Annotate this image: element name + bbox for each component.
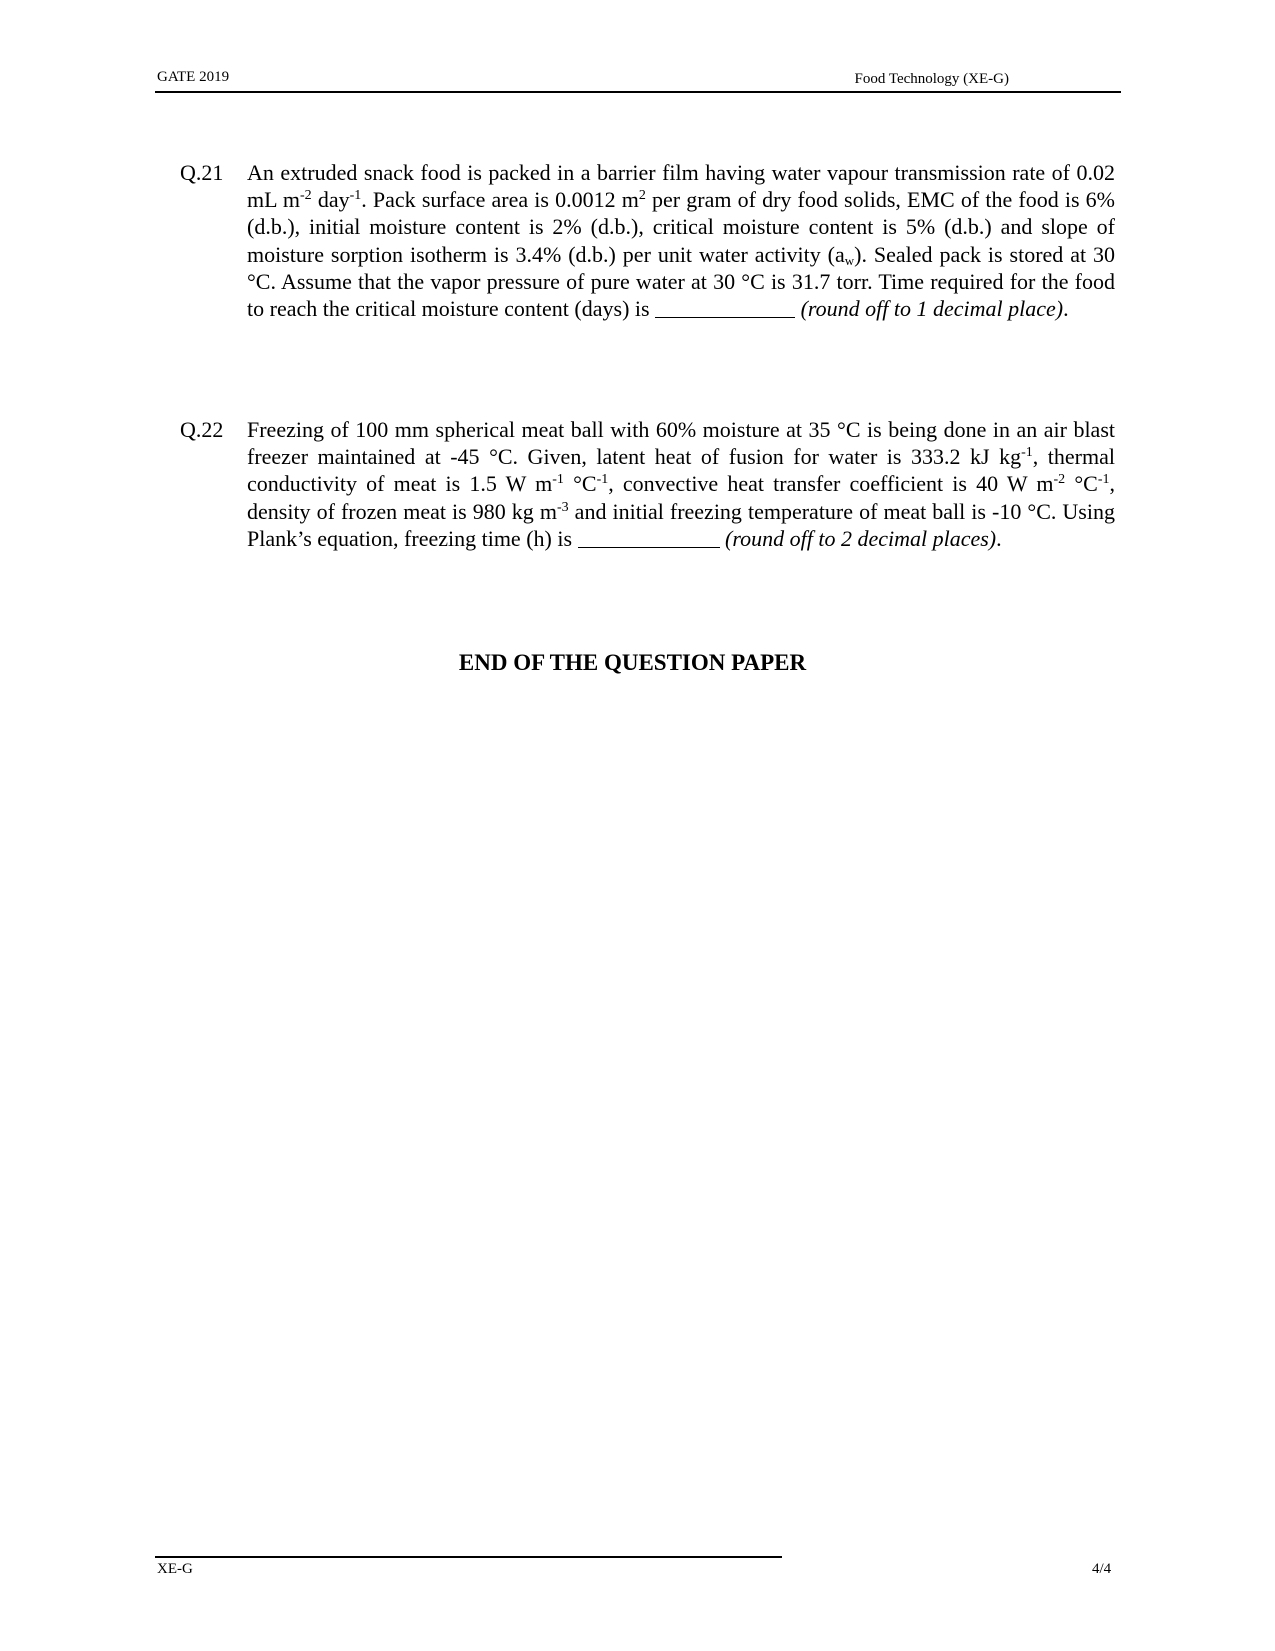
text-segment: , density of frozen meat is 980 kg m [247, 471, 1115, 524]
question-number: Q.22 [180, 417, 224, 442]
text-segment: °C [563, 471, 597, 497]
text-segment: , convective heat transfer coefficient is 40 W m [608, 471, 1054, 497]
exam-title: GATE 2019 [157, 69, 230, 85]
superscript: -1 [552, 472, 564, 488]
answer-blank [578, 529, 720, 548]
superscript: -1 [596, 472, 609, 488]
rounding-instruction: (round off to 1 decimal place) [800, 296, 1064, 322]
superscript: -1 [1021, 445, 1033, 461]
question-text [247, 159, 1115, 322]
superscript: -3 [556, 499, 569, 515]
subscript: w [844, 252, 855, 268]
text-segment: °C [1065, 471, 1098, 497]
text-segment: per gram of dry food solids, EMC of the food is 6% (d.b.), initial moisture content is 2% (d.b.), critical moisture content is 5% (d.b.) and slope of moisture sorption isotherm is 3.4% (d.b.) per unit water activity (a [247, 187, 1115, 267]
text-segment: . [996, 525, 1002, 551]
footer-rule [155, 1556, 782, 1558]
text-segment: Freezing of 100 mm spherical meat ball with 60% moisture at 35 °C is being done in an air blast freezer maintained at -45 °C. Given, latent heat of fusion for water is 333.2 kJ kg [247, 417, 1115, 470]
text-segment: . Pack surface area is 0.0012 m [361, 187, 639, 213]
text-segment: . [1063, 296, 1069, 322]
question-text [247, 416, 1115, 552]
page-number: 4/4 [1092, 1561, 1112, 1577]
text-segment: day [311, 187, 350, 213]
text-segment: , thermal conductivity of meat is 1.5 W m [247, 444, 1115, 497]
end-of-paper-heading: END OF THE QUESTION PAPER [458, 650, 807, 675]
text-segment: ). Sealed pack is stored at 30 °C. Assume that the vapor pressure of pure water at 30 °C is 31.7 torr. Time required for the food to reach the critical moisture content (days) is [247, 241, 1116, 322]
page-header [155, 67, 1121, 93]
superscript: -1 [1097, 472, 1110, 488]
text-segment: An extruded snack food is packed in a barrier film having water vapour transmission rate of 0.02 mL m [247, 160, 1115, 213]
superscript: -1 [349, 188, 362, 204]
text-segment: and initial freezing temperature of meat ball is -10 °C. Using Plank’s equation, freezing time (h) is [247, 498, 1115, 551]
rounding-instruction: (round off to 2 decimal places) [725, 525, 997, 551]
question-number: Q.21 [180, 160, 224, 185]
superscript: -2 [1053, 472, 1066, 488]
footer-paper-code: XE-G [157, 1561, 193, 1577]
answer-blank [655, 299, 795, 318]
superscript: 2 [638, 188, 646, 204]
superscript: -2 [300, 188, 312, 204]
paper-title: Food Technology (XE-G) [854, 71, 1009, 87]
